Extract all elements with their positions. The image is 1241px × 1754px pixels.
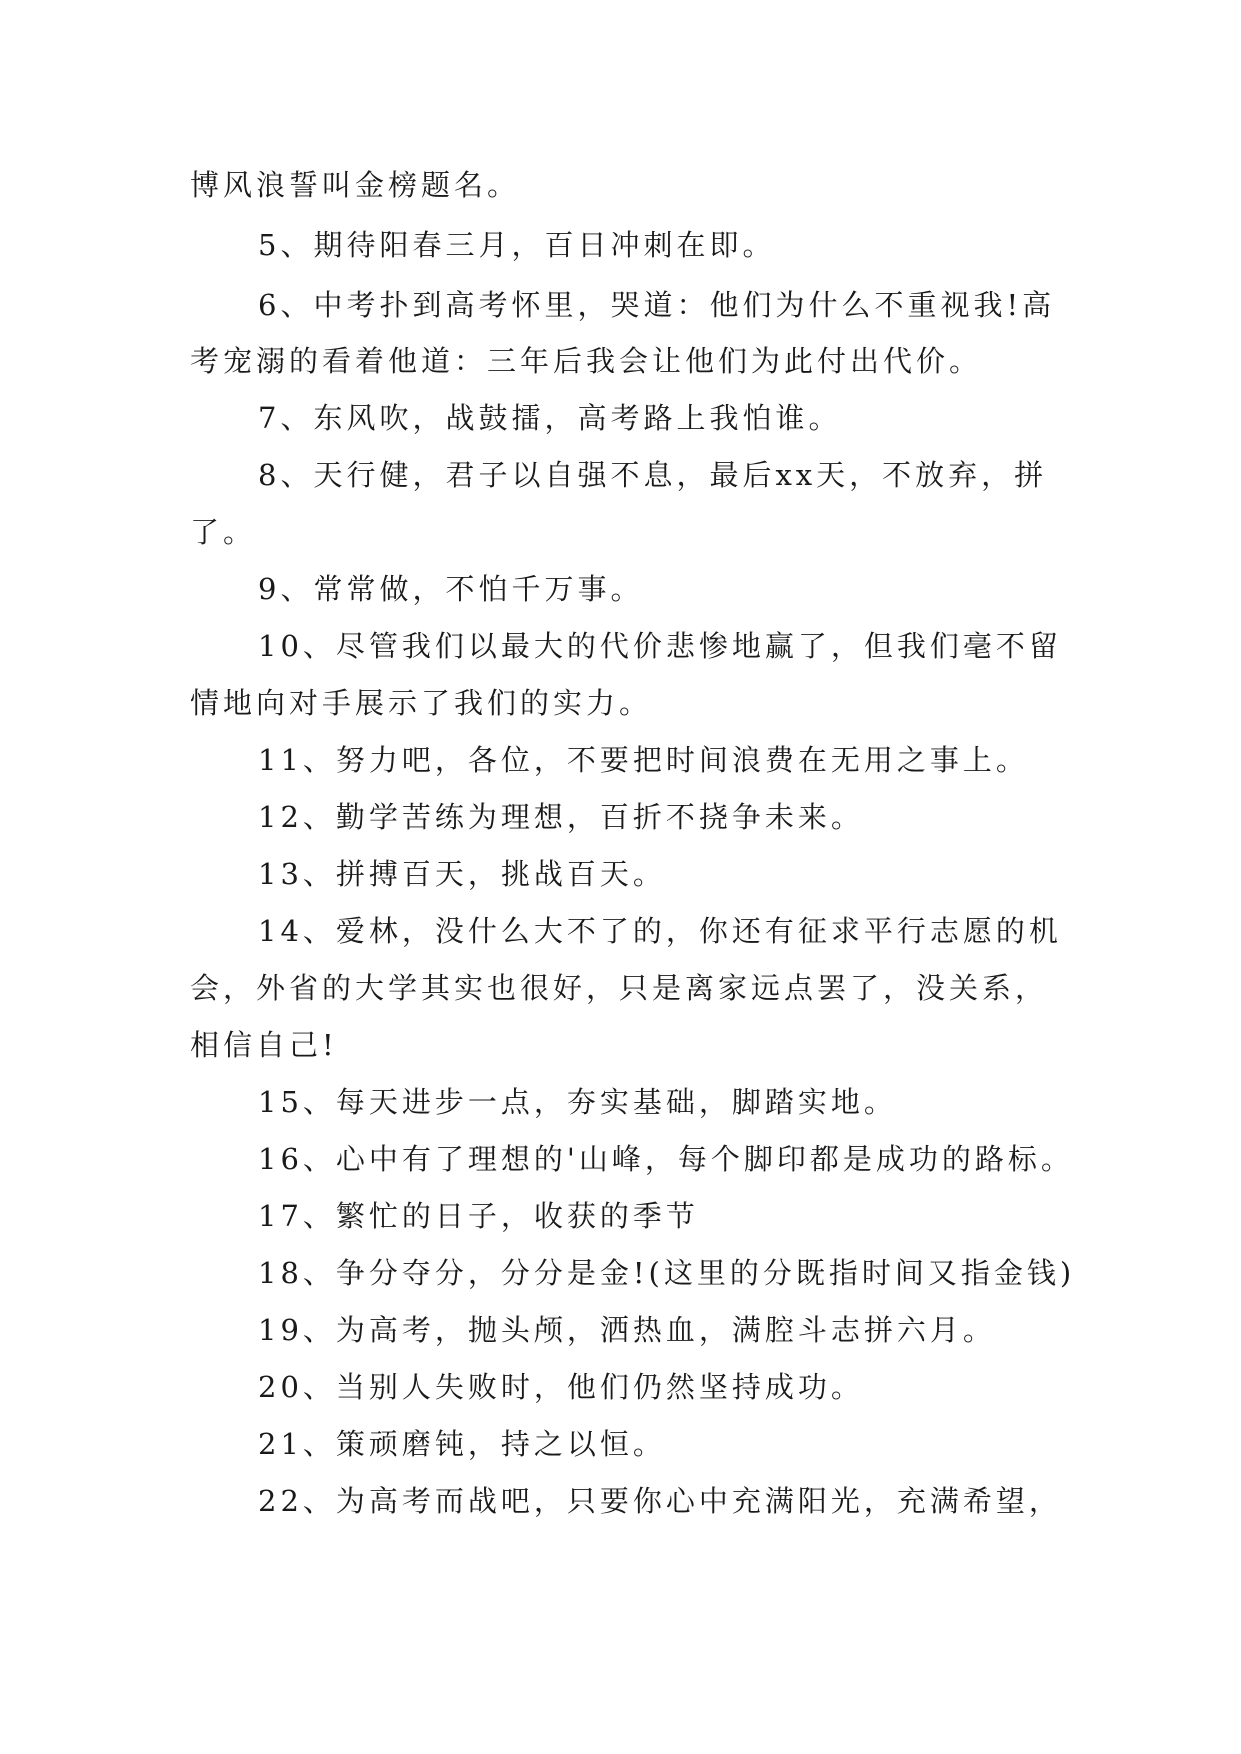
text-line-9: 10、尽管我们以最大的代价悲惨地赢了，但我们毫不留 [258, 629, 1062, 663]
text-line-18: 16、心中有了理想的'山峰，每个脚印都是成功的路标。 [258, 1142, 1074, 1176]
text-line-16: 相信自己! [190, 1028, 338, 1062]
text-line-24: 22、为高考而战吧，只要你心中充满阳光，充满希望， [258, 1484, 1062, 1518]
text-line-23: 21、策顽磨钝，持之以恒。 [258, 1427, 666, 1461]
text-line-19: 17、繁忙的日子，收获的季节 [258, 1199, 699, 1233]
text-line-17: 15、每天进步一点，夯实基础，脚踏实地。 [258, 1085, 897, 1119]
text-line-10: 情地向对手展示了我们的实力。 [190, 686, 653, 720]
text-line-3: 6、中考扑到高考怀里，哭道：他们为什么不重视我!高 [258, 288, 1056, 322]
text-line-22: 20、当别人失败时，他们仍然坚持成功。 [258, 1370, 864, 1404]
text-line-11: 11、努力吧，各位，不要把时间浪费在无用之事上。 [258, 743, 1029, 777]
text-line-14: 14、爱林，没什么大不了的，你还有征求平行志愿的机 [258, 914, 1062, 948]
text-line-20: 18、争分夺分，分分是金!(这里的分既指时间又指金钱) [258, 1256, 1076, 1290]
text-line-4: 考宠溺的看着他道：三年后我会让他们为此付出代价。 [190, 344, 983, 378]
text-line-1: 博风浪誓叫金榜题名。 [190, 168, 521, 202]
text-line-15: 会，外省的大学其实也很好，只是离家远点罢了，没关系， [190, 971, 1049, 1005]
text-line-13: 13、拼搏百天，挑战百天。 [258, 857, 666, 891]
text-line-7: 了。 [190, 515, 257, 549]
text-line-2: 5、期待阳春三月，百日冲刺在即。 [258, 228, 776, 262]
text-line-5: 7、东风吹，战鼓擂，高考路上我怕谁。 [258, 401, 842, 435]
text-line-8: 9、常常做，不怕千万事。 [258, 572, 644, 606]
text-line-12: 12、勤学苦练为理想，百折不挠争未来。 [258, 800, 864, 834]
text-line-21: 19、为高考，抛头颅，洒热血，满腔斗志拼六月。 [258, 1313, 996, 1347]
text-line-6: 8、天行健，君子以自强不息，最后xx天，不放弃，拼 [258, 458, 1048, 492]
